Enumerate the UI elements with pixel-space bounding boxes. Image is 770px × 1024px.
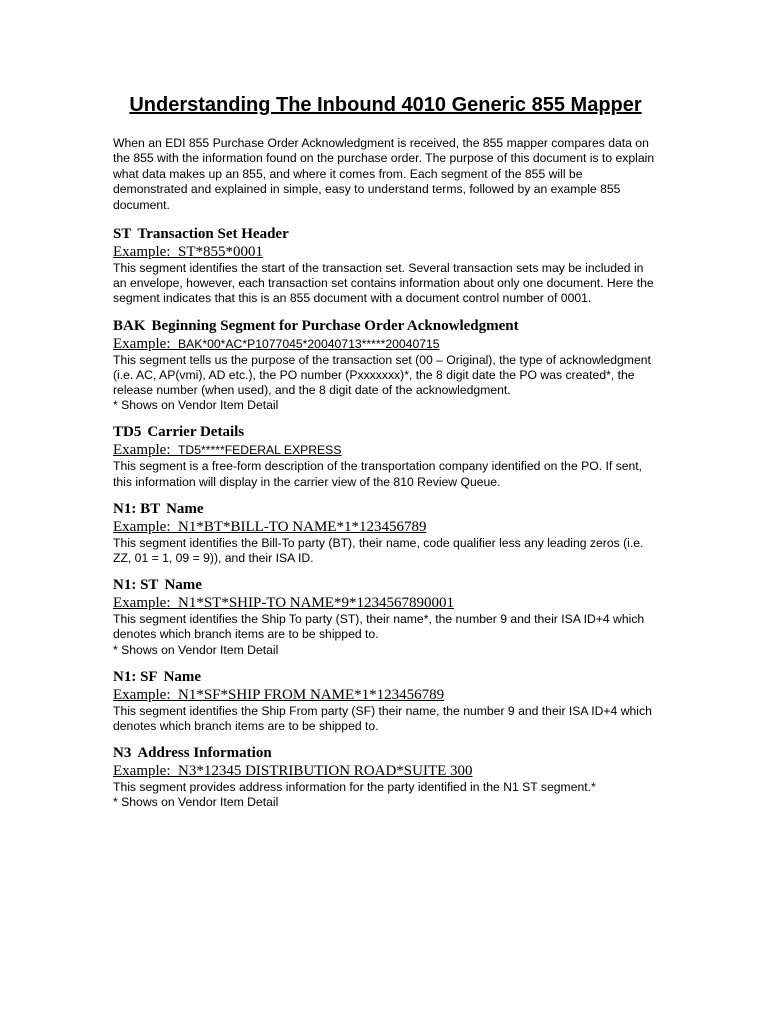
example-spacer <box>170 244 178 260</box>
segment-name: Address Information <box>137 745 272 762</box>
example-label: Example: <box>113 686 171 703</box>
segment-description <box>113 261 658 307</box>
segment-example <box>113 519 658 536</box>
description-paragraph: This segment tells us the purpose of the transaction set (00 – Original), the type of acknowledgment (i.e. AC, AP(vmi), AD etc.), the PO number (Pxxxxxxx)*, the 8 digit date the PO was created*, the release number (when used), and the 8 digit date of the acknowledgment. <box>113 352 651 398</box>
segment-section <box>113 224 658 307</box>
example-value: N1*BT*BILL-TO NAME*1*123456789 <box>177 518 427 535</box>
example-label: Example: <box>113 763 171 780</box>
document-page <box>113 92 658 820</box>
segment-code: TD5 <box>113 424 142 441</box>
example-value: TD5*****FEDERAL EXPRESS <box>177 443 342 458</box>
segment-name: Name <box>163 668 202 685</box>
segment-section <box>113 667 658 734</box>
segment-code: BAK <box>113 317 146 334</box>
example-label: Example: <box>113 244 171 261</box>
example-label: Example: <box>113 442 171 459</box>
segment-description <box>113 536 658 566</box>
segment-list <box>113 224 658 811</box>
segment-name: Beginning Segment for Purchase Order Acknowledgment <box>151 317 519 334</box>
segment-section <box>113 499 658 566</box>
segment-heading <box>113 575 658 595</box>
example-label: Example: <box>113 335 171 352</box>
segment-section <box>113 575 658 658</box>
description-paragraph: * Shows on Vendor Item Detail <box>113 795 279 810</box>
example-spacer <box>170 595 178 611</box>
segment-example <box>113 336 658 353</box>
segment-heading <box>113 224 658 244</box>
example-value: BAK*00*AC*P1077045*20040713*****20040715 <box>177 336 440 351</box>
segment-code: N3 <box>113 745 132 762</box>
segment-code: N1: BT <box>113 500 161 517</box>
segment-name: Name <box>164 577 202 594</box>
example-spacer <box>170 763 178 779</box>
segment-heading <box>113 316 658 336</box>
segment-example <box>113 595 658 612</box>
description-paragraph: This segment identifies the start of the transaction set. Several transaction sets may be included in an envelope, however, each transaction set contains information about only one document. Here the segment indicates that this is an 855 document with a document control number of 0001. <box>113 261 654 306</box>
description-paragraph: This segment identifies the Ship From party (SF) their name, the number 9 and their ISA ID+4 which denotes which branch items are to be shipped to. <box>113 703 652 734</box>
segment-description <box>113 780 658 810</box>
description-paragraph: * Shows on Vendor Item Detail <box>113 642 279 657</box>
segment-example <box>113 687 658 704</box>
segment-heading <box>113 422 658 442</box>
segment-example <box>113 244 658 261</box>
segment-heading <box>113 667 658 687</box>
segment-example <box>113 763 658 780</box>
segment-heading <box>113 743 658 763</box>
description-paragraph: This segment identifies the Bill-To party (BT), their name, code qualifier less any leading zeros (i.e. ZZ, 01 = 1, 09 = 9)), and their ISA ID. <box>113 535 644 566</box>
example-value: N1*ST*SHIP-TO NAME*9*1234567890001 <box>177 595 454 612</box>
example-label: Example: <box>113 518 171 535</box>
example-value: N3*12345 DISTRIBUTION ROAD*SUITE 300 <box>177 763 473 780</box>
example-value: N1*SF*SHIP FROM NAME*1*123456789 <box>177 686 445 703</box>
example-spacer <box>170 519 178 535</box>
segment-name: Transaction Set Header <box>137 226 289 243</box>
segment-name: Carrier Details <box>147 424 245 441</box>
intro-paragraph: When an EDI 855 Purchase Order Acknowledgment is received, the 855 mapper compares data on the 855 with the information found on the purchase order. The purpose of this document is to explain what data makes up an 855, and where it comes from. Each segment of the 855 will be demonstrated and explained in simple, easy to understand terms, followed by an example 855 document. <box>113 136 655 212</box>
description-paragraph: This segment is a free-form description of the transportation company identified on the PO. If sent, this information will display in the carrier view of the 810 Review Queue. <box>113 459 643 489</box>
segment-heading <box>113 499 658 519</box>
description-paragraph: * Shows on Vendor Item Detail <box>113 398 279 413</box>
example-label: Example: <box>113 595 171 612</box>
segment-description <box>113 459 658 489</box>
segment-description <box>113 353 658 414</box>
segment-section <box>113 422 658 489</box>
segment-section <box>113 743 658 810</box>
segment-section <box>113 316 658 414</box>
segment-code: N1: SF <box>113 668 158 685</box>
description-paragraph: This segment provides address information for the party identified in the N1 ST segment.* <box>113 780 596 795</box>
segment-code: N1: ST <box>113 577 159 594</box>
segment-name: Name <box>166 500 204 517</box>
example-spacer <box>170 442 178 458</box>
segment-code: ST <box>113 226 132 243</box>
example-spacer <box>170 687 178 703</box>
document-title: Understanding The Inbound 4010 Generic 855 Mapper <box>129 94 642 116</box>
example-spacer <box>170 336 178 352</box>
segment-description <box>113 704 658 734</box>
segment-description <box>113 612 658 658</box>
segment-example <box>113 442 658 459</box>
description-paragraph: This segment identifies the Ship To party (ST), their name*, the number 9 and their ISA ID+4 which denotes which branch items are to be shipped to. <box>113 612 645 642</box>
example-value: ST*855*0001 <box>177 244 263 261</box>
